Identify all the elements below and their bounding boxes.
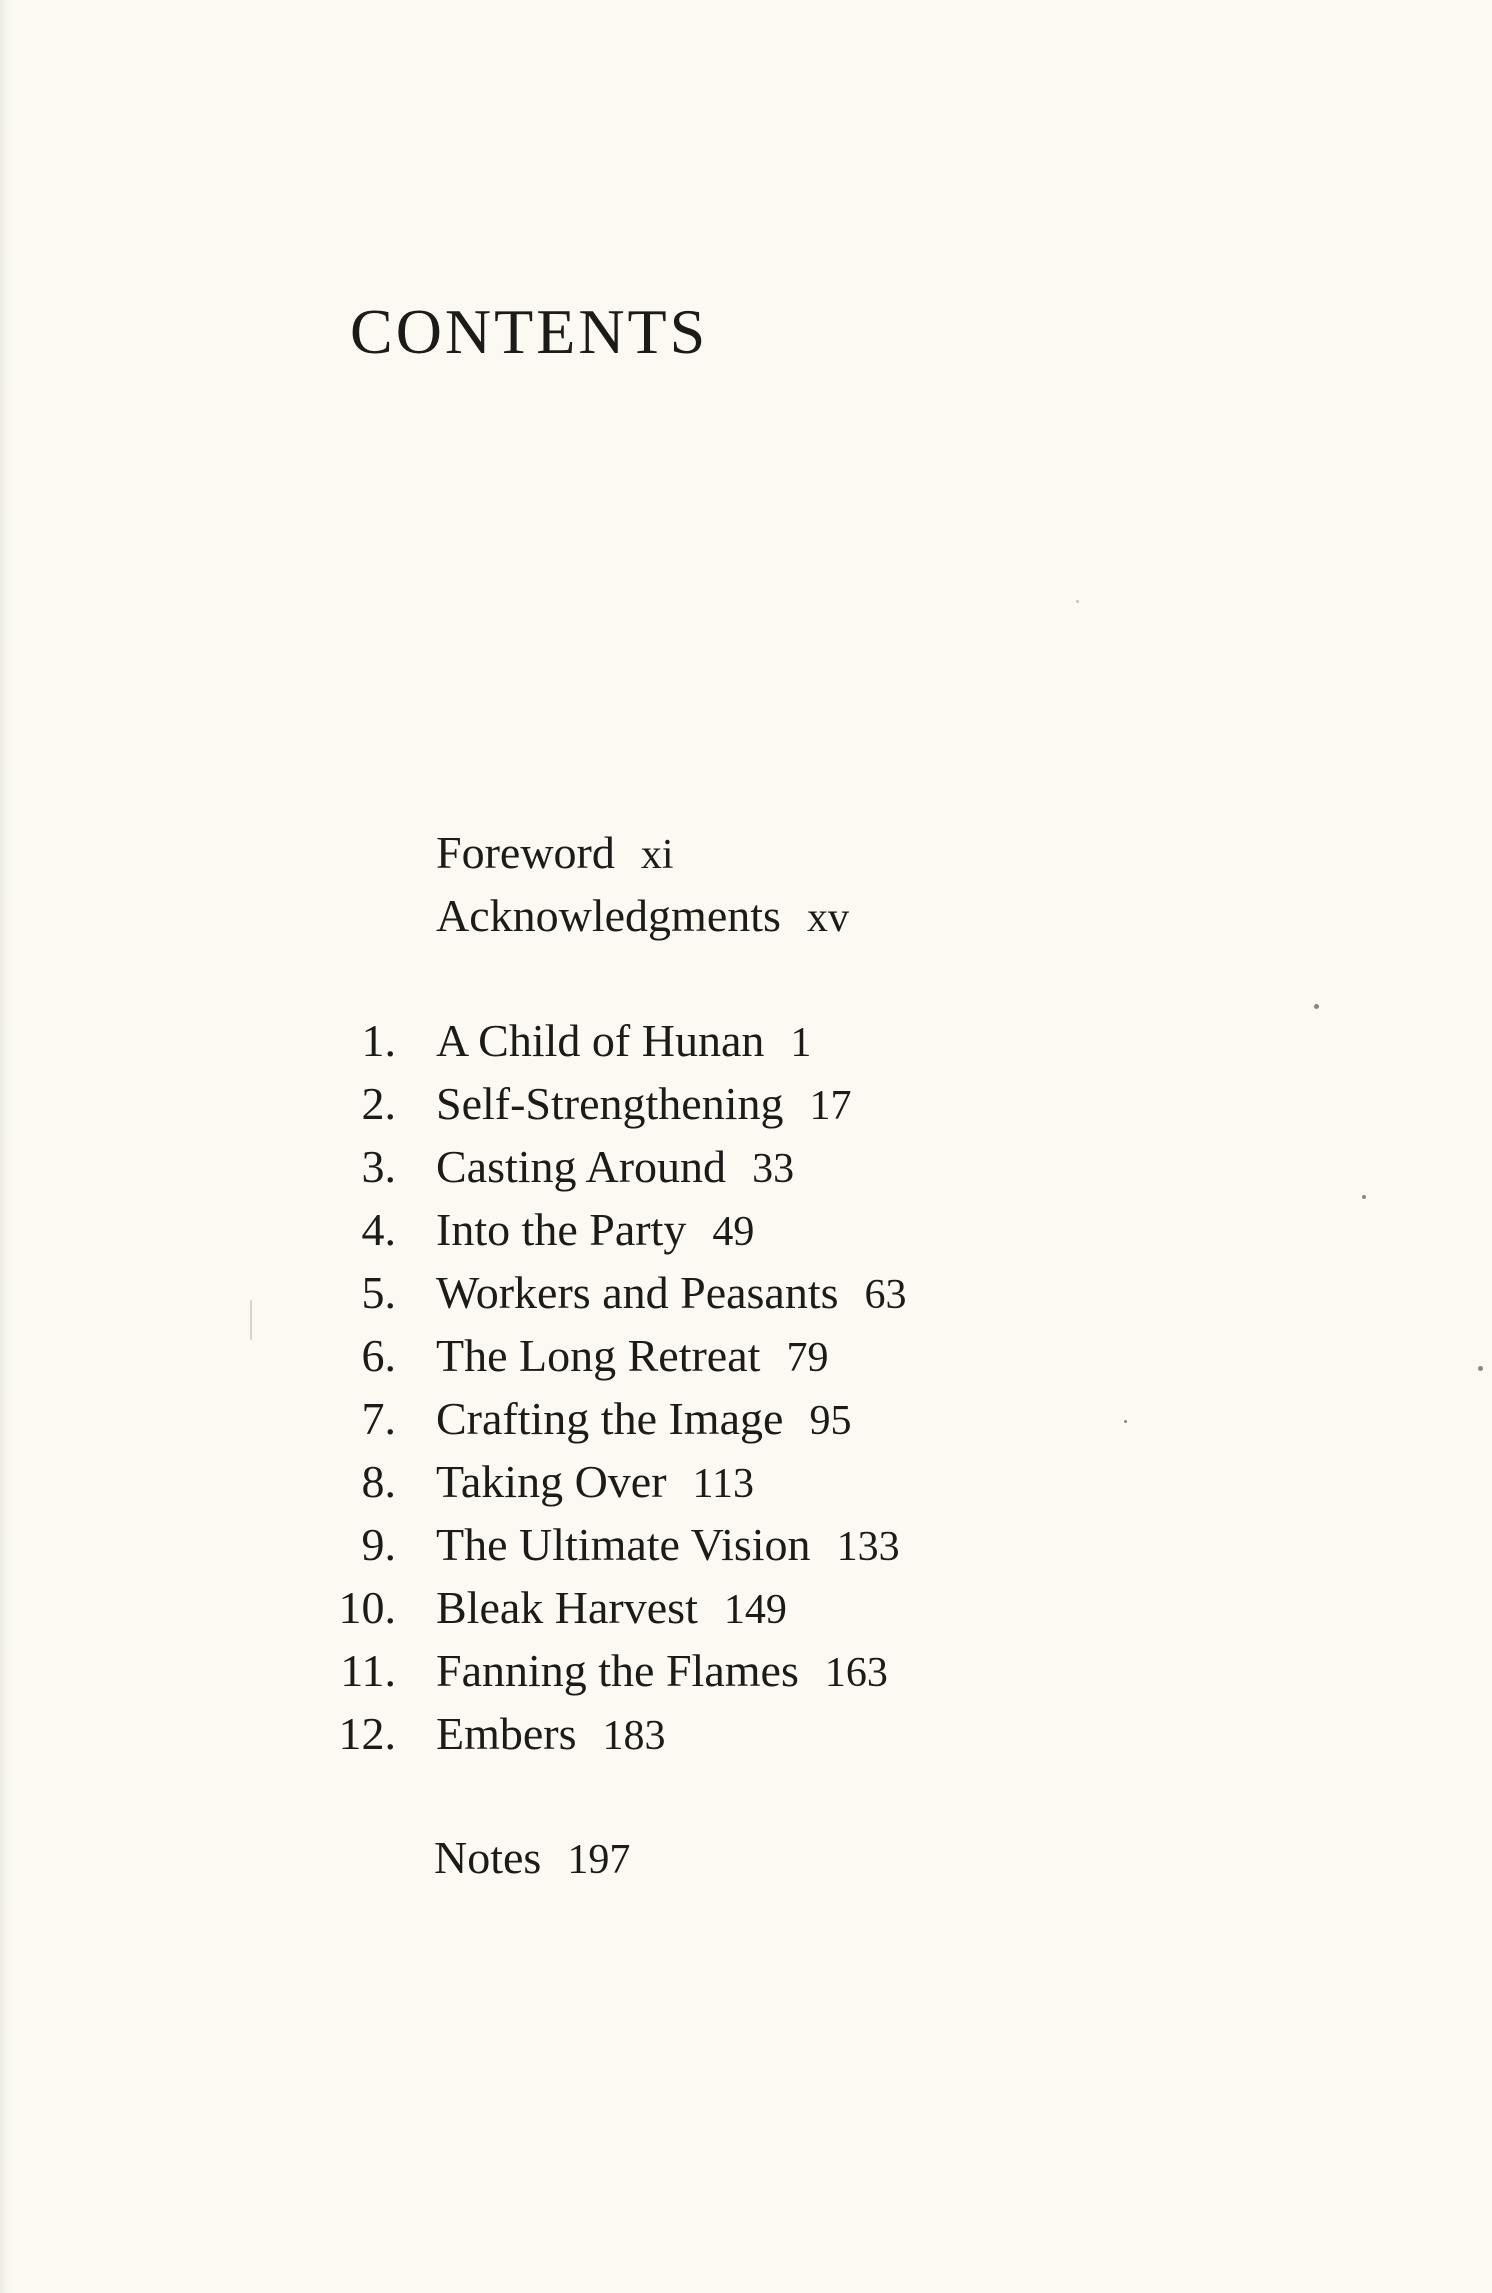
entry-page: xi: [640, 832, 674, 878]
entry-page: 1: [790, 1020, 812, 1066]
chapter-number: 6.: [361, 1330, 396, 1381]
entry-page: xv: [806, 895, 849, 941]
chapter-number: 4.: [361, 1204, 396, 1255]
page-title: CONTENTS: [350, 296, 709, 367]
entry-title: Fanning the Flames: [436, 1645, 799, 1696]
entry-title: Embers: [436, 1708, 577, 1759]
entry-title: Taking Over: [436, 1456, 667, 1507]
chapter-number: 5.: [361, 1267, 396, 1318]
entry-page: 149: [723, 1587, 787, 1633]
entry-title: Casting Around: [436, 1141, 727, 1192]
scan-speck: [1076, 600, 1079, 603]
page-edge: [0, 0, 10, 2293]
entry-page: 197: [567, 1837, 631, 1883]
entry-title: Workers and Peasants: [436, 1267, 839, 1318]
entry-page: 63: [864, 1272, 907, 1318]
chapter-number: 11.: [340, 1645, 396, 1696]
chapter-number: 8.: [361, 1456, 396, 1507]
entry-title: Into the Party: [436, 1204, 687, 1255]
entry-page: 163: [824, 1650, 888, 1696]
entry-page: 17: [809, 1083, 852, 1129]
entry-title: Foreword: [436, 827, 615, 878]
entry-title: Self-Strengthening: [436, 1078, 784, 1129]
entry-page: 49: [712, 1209, 755, 1255]
entry-page: 95: [809, 1398, 852, 1444]
entry-title: Acknowledgments: [436, 890, 781, 941]
scan-speck: [1124, 1420, 1127, 1423]
entry-page: 33: [752, 1146, 795, 1192]
toc-entry-foreword: [436, 827, 674, 878]
entry-title: A Child of Hunan: [436, 1015, 765, 1066]
chapter-number: 12.: [338, 1708, 396, 1759]
entry-page: 79: [786, 1335, 829, 1381]
toc-entry-notes: [434, 1832, 631, 1883]
chapter-number: 2.: [361, 1078, 396, 1129]
toc-entry-acknowledgments: [436, 890, 849, 941]
chapter-number: 10.: [338, 1582, 396, 1633]
chapter-number: 7.: [361, 1393, 396, 1444]
entry-page: 113: [692, 1461, 754, 1507]
scan-speck: [1478, 1366, 1483, 1371]
entry-title: Notes: [434, 1832, 542, 1883]
scan-speck: [1314, 1004, 1319, 1009]
chapter-number: 1.: [361, 1015, 396, 1066]
entry-title: The Ultimate Vision: [436, 1519, 811, 1570]
entry-title: Bleak Harvest: [436, 1582, 698, 1633]
chapter-number: 3.: [361, 1141, 396, 1192]
chapter-number: 9.: [361, 1519, 396, 1570]
entry-page: 133: [836, 1524, 900, 1570]
scan-mark: [250, 1300, 252, 1340]
scan-speck: [1362, 1195, 1366, 1199]
entry-title: The Long Retreat: [436, 1330, 761, 1381]
entry-page: 183: [602, 1713, 666, 1759]
entry-title: Crafting the Image: [436, 1393, 784, 1444]
